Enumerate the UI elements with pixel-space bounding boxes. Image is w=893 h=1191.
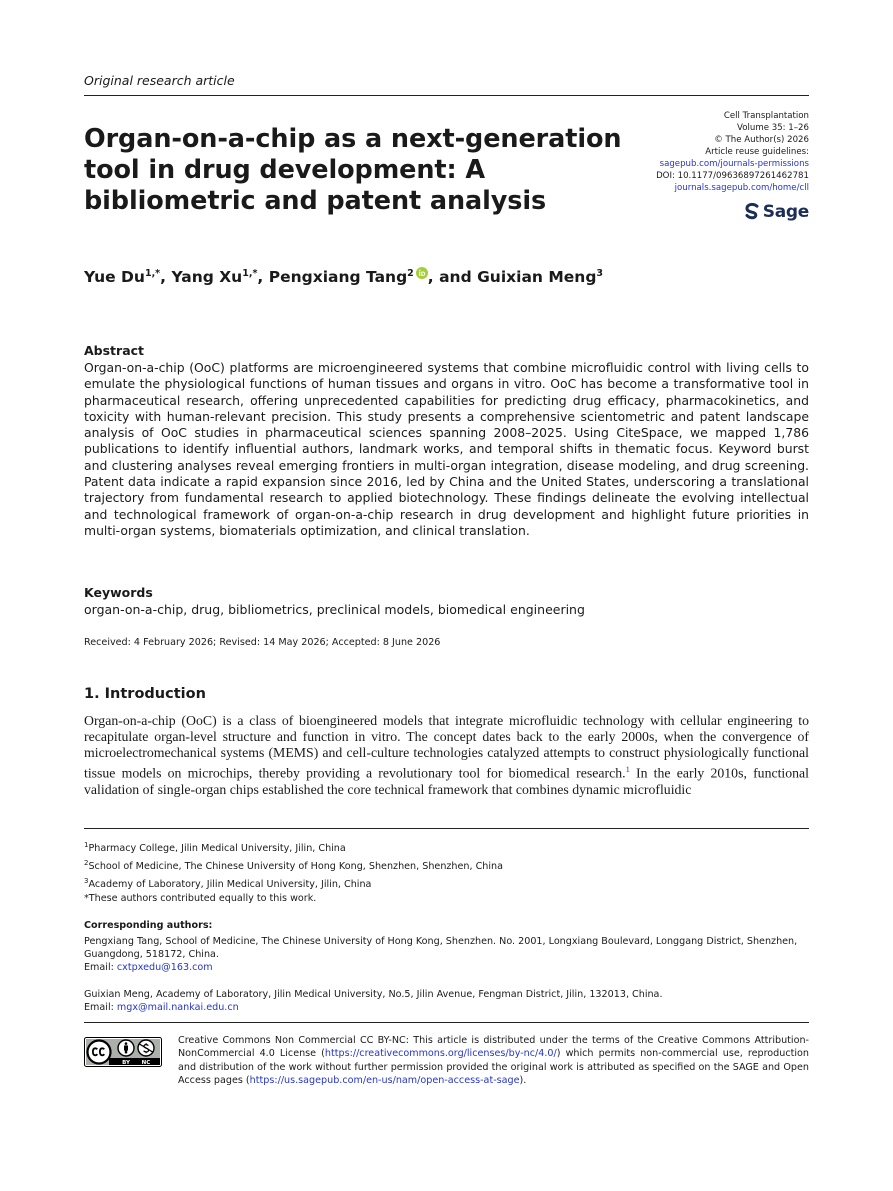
email-label: Email:	[84, 962, 117, 973]
email-link[interactable]: cxtpxedu@163.com	[116, 962, 213, 973]
corresponding-address: Pengxiang Tang, School of Medicine, The Chinese University of Hong Kong, Shenzhen. No. 2001, Longxiang Boulevard, Longgang District, Shenzhen, Guangdong, 518172, China.	[84, 936, 798, 960]
journal-name: Cell Transplantation	[723, 111, 809, 121]
reuse-link[interactable]: sagepub.com/journals-permissions	[659, 159, 809, 169]
sage-wordmark: Sage	[762, 202, 809, 222]
license-text-part: ) which permits non-commercial use, reproduction and distribution of the work without further permission provided the original work is attributed as specified on the SAGE and Open Access pages (	[178, 1048, 809, 1086]
author-affil-sup: 2	[407, 267, 414, 279]
author-separator: , and	[427, 268, 478, 286]
doi: DOI: 10.1177/09636897261462781	[656, 171, 809, 181]
orcid-icon[interactable]	[416, 267, 428, 279]
author-name: Yang Xu	[171, 268, 243, 286]
sage-logo	[745, 202, 809, 222]
cc-badge-by-label: BY	[122, 1060, 130, 1066]
intro-text-part: Organ-on-a-chip (OoC) is a class of bioengineered models that integrate microfluidic technology with cellular engineering to recapitulate organ-level structure and function in vitro. The concept dates back to the early 2000s, when the convergence of microelectromechanical systems (MEMS) and cell-culture technologies catalyzed attempts to construct physiologically functional tissue models on microchips, thereby providing a revolutionary tool for biomedical research.	[84, 713, 809, 781]
author-name: Guixian Meng	[477, 268, 597, 286]
affiliation-text: Pharmacy College, Jilin Medical University, Jilin, China	[88, 843, 346, 855]
intro-text-part: In the early 2010s, functional validation of single-organ chips established the core technical framework that combines dynamic microfluidic	[84, 765, 810, 797]
journal-meta	[589, 110, 809, 194]
citation-ref[interactable]: 1	[625, 764, 630, 774]
author-separator: ,	[257, 268, 269, 286]
cc-badge-nc-label: NC	[141, 1060, 151, 1066]
cc-by-nc-badge-icon[interactable]	[84, 1037, 162, 1067]
sage-s-icon	[745, 203, 759, 221]
license-text-part: ).	[519, 1074, 527, 1086]
keywords-text: organ-on-a-chip, drug, bibliometrics, preclinical models, biomedical engineering	[84, 602, 585, 617]
journal-link[interactable]: journals.sagepub.com/home/cll	[674, 183, 809, 193]
article-page	[84, 0, 809, 1191]
section-heading-introduction: 1. Introduction	[84, 686, 206, 702]
author-name: Pengxiang Tang	[268, 268, 408, 286]
email-link[interactable]: mgx@mail.nankai.edu.cn	[116, 1002, 239, 1013]
submission-dates: Received: 4 February 2026; Revised: 14 May 2026; Accepted: 8 June 2026	[84, 637, 441, 648]
affiliations	[84, 838, 503, 893]
corresponding-author-2	[84, 988, 809, 1014]
reuse-label: Article reuse guidelines:	[705, 147, 809, 157]
affiliation-text: Academy of Laboratory, Jilin Medical University, Jilin, China	[88, 879, 372, 891]
footnote-rule	[84, 828, 809, 829]
abstract-heading: Abstract	[84, 343, 145, 358]
open-access-link[interactable]: https://us.sagepub.com/en-us/nam/open-access-at-sage	[249, 1074, 520, 1086]
license-text	[178, 1034, 809, 1087]
author-list	[84, 267, 603, 286]
journal-volume: Volume 35: 1–26	[737, 123, 809, 133]
affiliation-item	[84, 874, 503, 892]
corresponding-address: Guixian Meng, Academy of Laboratory, Jilin Medical University, No.5, Jilin Avenue, Fengman District, Jilin, 132013, China.	[84, 989, 663, 1000]
license-text-part: Creative Commons Non Commercial CC BY-NC: This article is distributed under the terms of the Creative Commons Attribution-NonCommercial 4.0 License (	[178, 1035, 809, 1060]
affiliation-number: 2	[84, 859, 89, 868]
corresponding-author-1	[84, 935, 809, 974]
email-line	[84, 1001, 809, 1014]
email-line	[84, 961, 809, 974]
email-label: Email:	[84, 1002, 117, 1013]
author-name: Yue Du	[84, 268, 145, 286]
copyright: © The Author(s) 2026	[714, 135, 809, 145]
license-link[interactable]: https://creativecommons.org/licenses/by-nc/4.0/	[324, 1048, 557, 1060]
affiliation-number: 3	[84, 877, 89, 886]
affiliation-item	[84, 856, 503, 874]
author-affil-sup: 1,*	[144, 267, 161, 279]
author-affil-sup: 3	[596, 267, 604, 279]
author-affil-sup: 1,*	[242, 267, 258, 279]
introduction-text	[84, 713, 809, 798]
header-rule	[84, 95, 809, 96]
equal-contribution-note: *These authors contributed equally to this work.	[84, 893, 317, 904]
article-type: Original research article	[84, 73, 235, 88]
corresponding-heading: Corresponding authors:	[84, 920, 213, 931]
affiliation-number: 1	[84, 841, 89, 849]
article-title: Organ-on-a-chip as a next-generation tool in drug development: A bibliometric and patent analysis	[84, 124, 622, 216]
author-separator: ,	[160, 268, 172, 286]
affiliation-item	[84, 838, 503, 856]
abstract-text: Organ-on-a-chip (OoC) platforms are microengineered systems that combine microfluidic control with living cells to emulate the physiological functions of human tissues and organs in vitro. OoC has become a transformative tool in pharmaceutical research, offering unprecedented capabilities for predicting drug efficacy, pharmacokinetics, and toxicity with human-relevant precision. This study presents a comprehensive scientometric and patent landscape analysis of OoC studies in pharmaceutical sciences spanning 2008–2025. Using CiteSpace, we mapped 1,786 publications to identify influential authors, landmark works, and temporal shifts in thematic focus. Keyword burst and clustering analyses reveal emerging frontiers in multi-organ integration, disease modeling, and drug screening. Patent data indicate a rapid expansion since 2016, led by China and the United States, underscoring a translational trajectory from fundamental research to applied biotechnology. These findings delineate the evolving intellectual and technological framework of organ-on-a-chip research in drug development and highlight future priorities in multi-organ systems, biomaterials optimization, and clinical translation.	[84, 360, 809, 538]
keywords-heading: Keywords	[84, 585, 153, 600]
affiliation-text: School of Medicine, The Chinese University of Hong Kong, Shenzhen, Shenzhen, China	[88, 861, 503, 873]
license-rule	[84, 1022, 809, 1023]
